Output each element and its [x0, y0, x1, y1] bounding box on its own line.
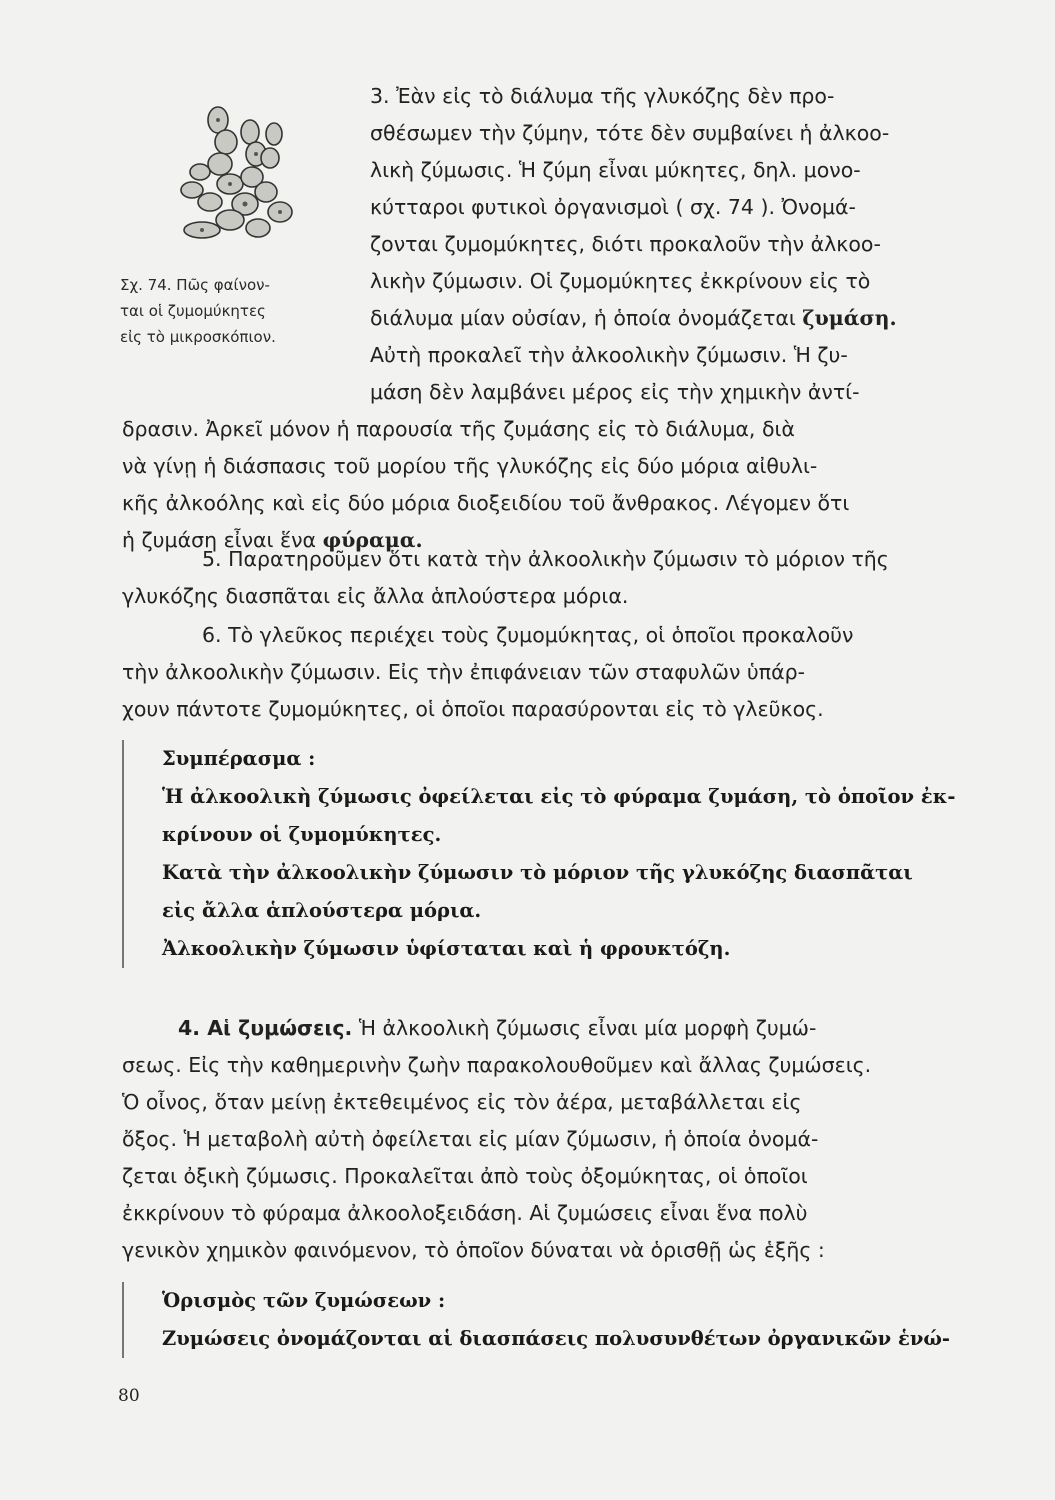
caption-line: εἰς τὸ μικροσκόπιον.	[120, 328, 276, 346]
paragraph-3	[370, 78, 970, 411]
text-line: τὴν ἀλκοολικὴν ζύμωσιν. Εἰς τὴν ἐπιφάνειαν τῶν σταφυλῶν ὑπάρ-	[122, 660, 806, 684]
bold-term-enzyme: φύραμα.	[322, 528, 423, 552]
text-line: δρασιν. Ἀρκεῖ μόνον ἡ παρουσία τῆς ζυμάσης εἰς τὸ διάλυμα, διὰ	[122, 417, 795, 441]
text-line	[122, 1010, 972, 1047]
text-line: 5. Παρατηροῦμεν ὅτι κατὰ τὴν ἀλκοολικὴν ζύμωσιν τὸ μόριον τῆς	[202, 547, 889, 571]
text-line: λικὴν ζύμωσιν. Οἱ ζυμομύκητες ἐκκρίνουν εἰς τὸ	[370, 269, 871, 293]
paragraph-6	[122, 617, 972, 728]
text-fragment: ἡ ζυμάση εἶναι ἕνα	[122, 528, 323, 552]
text-line: κῆς ἀλκοόλης καὶ εἰς δύο μόρια διοξειδίου τοῦ ἄνθρακος. Λέγομεν ὅτι	[122, 491, 850, 515]
conclusion-line: κρίνουν οἱ ζυμομύκητες.	[162, 823, 442, 846]
text-line: γενικὸν χημικὸν φαινόμενον, τὸ ὁποῖον δύναται νὰ ὁρισθῇ ὡς ἑξῆς :	[122, 1238, 825, 1262]
conclusion-line: εἰς ἄλλα ἁπλούστερα μόρια.	[162, 899, 482, 922]
text-line: χουν πάντοτε ζυμομύκητες, οἱ ὁποῖοι παρασύρονται εἰς τὸ γλεῦκος.	[122, 697, 824, 721]
page-number: 80	[118, 1386, 140, 1406]
caption-line: ται οἱ ζυμομύκητες	[120, 302, 266, 320]
conclusion-line: Ἀλκοολικὴν ζύμωσιν ὑφίσταται καὶ ἡ φρουκτόζη.	[162, 937, 731, 960]
conclusion-title: Συμπέρασμα :	[162, 747, 316, 770]
text-line: Αὐτὴ προκαλεῖ τὴν ἀλκοολικὴν ζύμωσιν. Ἡ ζυ-	[370, 343, 848, 367]
text-line: 3. Ἐὰν εἰς τὸ διάλυμα τῆς γλυκόζης δὲν προ-	[370, 84, 835, 108]
text-line: Ὁ οἶνος, ὅταν μείνῃ ἐκτεθειμένος εἰς τὸν ἀέρα, μεταβάλλεται εἰς	[122, 1090, 802, 1114]
text-line: σεως. Εἰς τὴν καθημερινὴν ζωὴν παρακολουθοῦμεν καὶ ἄλλας ζυμώσεις.	[122, 1053, 872, 1077]
yeast-illustration	[170, 62, 320, 262]
section-heading: 4. Αἱ ζυμώσεις.	[178, 1016, 353, 1040]
yeast-cells-figure-icon	[170, 62, 320, 262]
conclusion-box	[122, 740, 1022, 968]
conclusion-line: Κατὰ τὴν ἀλκοολικὴν ζύμωσιν τὸ μόριον τῆς γλυκόζης διασπᾶται	[162, 861, 913, 884]
text-line: σθέσωμεν τὴν ζύμην, τότε δὲν συμβαίνει ἡ ἀλκοο-	[370, 121, 890, 145]
text-line: λικὴ ζύμωσις. Ἡ ζύμη εἶναι μύκητες, δηλ. μονο-	[370, 158, 861, 182]
figure-caption	[120, 272, 360, 350]
text-line: νὰ γίνῃ ἡ διάσπασις τοῦ μορίου τῆς γλυκόζης εἰς δύο μόρια αἰθυλι-	[122, 454, 818, 478]
text-line: ὄξος. Ἡ μεταβολὴ αὐτὴ ὀφείλεται εἰς μίαν ζύμωσιν, ἡ ὁποία ὀνομά-	[122, 1127, 819, 1151]
text-line: μάση δὲν λαμβάνει μέρος εἰς τὴν χημικὴν ἀντί-	[370, 380, 860, 404]
paragraph-3-continuation	[122, 411, 972, 559]
bold-term-zymase: ζυμάση.	[802, 306, 897, 330]
caption-line: Σχ. 74. Πῶς φαίνον-	[120, 276, 270, 294]
text-fragment: Ἡ ἀλκοολικὴ ζύμωσις εἶναι μία μορφὴ ζυμώ-	[352, 1016, 817, 1040]
text-line: ζεται ὀξικὴ ζύμωσις. Προκαλεῖται ἀπὸ τοὺς ὀξομύκητας, οἱ ὁποῖοι	[122, 1164, 808, 1188]
text-line: γλυκόζης διασπᾶται εἰς ἄλλα ἁπλούστερα μόρια.	[122, 584, 629, 608]
definition-line: Ζυμώσεις ὀνομάζονται αἱ διασπάσεις πολυσυνθέτων ὀργανικῶν ἑνώ-	[162, 1327, 951, 1350]
definition-title: Ὁρισμὸς τῶν ζυμώσεων :	[162, 1289, 446, 1312]
definition-box	[122, 1282, 1022, 1358]
text-line: κύτταροι φυτικοὶ ὀργανισμοὶ ( σχ. 74 ). Ὀνομά-	[370, 195, 856, 219]
conclusion-line: Ἡ ἀλκοολικὴ ζύμωσις ὀφείλεται εἰς τὸ φύραμα ζυμάση, τὸ ὁποῖον ἐκ-	[162, 785, 956, 808]
text-line: 6. Τὸ γλεῦκος περιέχει τοὺς ζυμομύκητας, οἱ ὁποῖοι προκαλοῦν	[202, 623, 854, 647]
text-line	[370, 300, 970, 337]
text-line: ἐκκρίνουν τὸ φύραμα ἀλκοολοξειδάση. Αἱ ζυμώσεις εἶναι ἕνα πολὺ	[122, 1201, 808, 1225]
paragraph-5	[122, 541, 972, 615]
text-line: ζονται ζυμομύκητες, διότι προκαλοῦν τὴν ἀλκοο-	[370, 232, 881, 256]
section-4	[122, 1010, 972, 1269]
text-fragment: διάλυμα μίαν οὐσίαν, ἡ ὁποία ὀνομάζεται	[370, 306, 803, 330]
